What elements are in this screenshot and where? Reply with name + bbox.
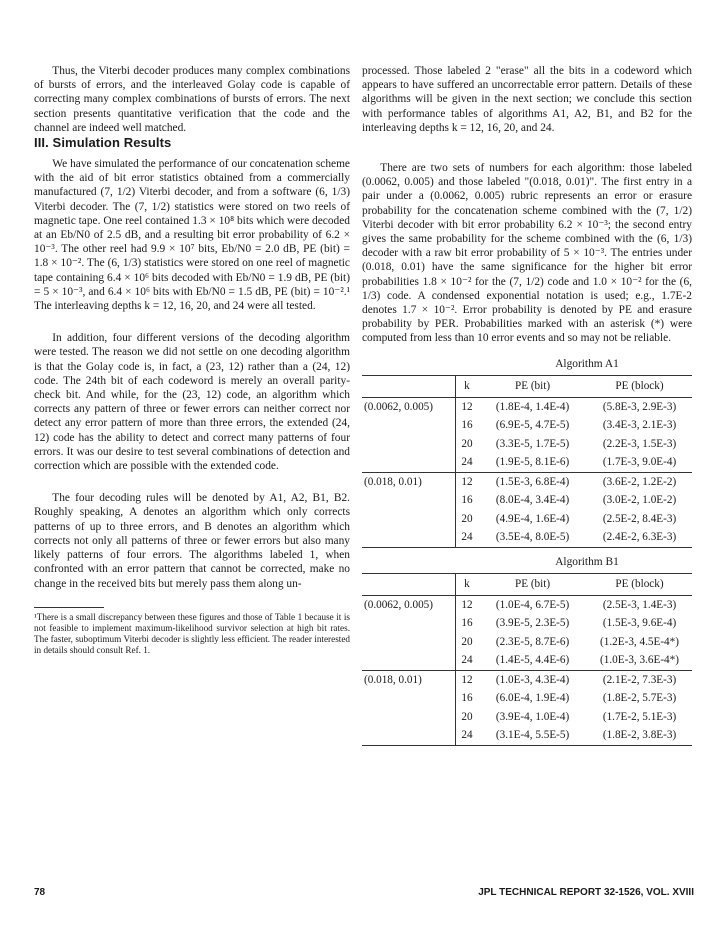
table-row <box>362 708 692 727</box>
table-row <box>362 416 692 435</box>
table-group-label <box>362 708 455 727</box>
table-cell: (2.1E-2, 7.3E-3) <box>587 670 692 689</box>
table-cell: (1.8E-2, 3.8E-3) <box>587 726 692 745</box>
table-cell: (1.0E-3, 4.3E-4) <box>478 670 587 689</box>
footnote-rule <box>34 607 104 608</box>
table-cell: 24 <box>455 651 478 670</box>
table-cell: 20 <box>455 435 478 454</box>
table-row <box>362 670 692 689</box>
table-row <box>362 491 692 510</box>
algorithm-table-title: Algorithm B1 <box>555 555 619 568</box>
table-cell: (2.5E-2, 8.4E-3) <box>602 512 677 525</box>
table-row <box>362 453 692 472</box>
table-header-blank <box>362 573 455 595</box>
right-paragraph-1: processed. Those labeled 2 "erase" all the bits in a codeword which appears to have suffered an uncorrectable error pattern. Details of these algorithms will be given in the next section; we conclude this section with performance tables of algorithms A1, A2, B1, and B2 for the interleaving depths k = 12, 16, 20, and 24. <box>362 65 692 134</box>
table-cell: 16 <box>455 689 478 708</box>
table-cell: (1.0E-3, 3.6E-4*) <box>600 654 679 667</box>
table-group-label <box>362 510 455 529</box>
algorithm-table-block <box>362 556 692 746</box>
footnote: ¹There is a small discrepancy between these figures and those of Table 1 because it is not feasible to implement maximum-likelihood survivor selection at high bit rates. The faster, suboptimum Viterbi decoder is slightly less efficient. The reader interested in details should consult Ref. 1. <box>34 611 350 656</box>
table-cell: (6.9E-5, 4.7E-5) <box>495 419 570 432</box>
table-group-label <box>362 528 455 547</box>
table-row <box>362 435 692 454</box>
table-header-cell: PE (block) <box>587 375 692 397</box>
left-paragraph-3: In addition, four different versions of the decoding algorithm were tested. The reason we did not settle on one decoding algorithm is that the Golay code is, in fact, a (23, 12) rather than a (24, 12) code. The 24th bit of each codeword is merely an overall parity-check bit. And while, for the (23, 12) code, an algorithm which corrects any pattern of three or fewer errors can neither correct nor detect any error pattern of more than three errors, the extended (24, 12) code has the ability to detect and correct many patterns of four errors. It was our desire to test several combinations of detection and correction which are possible with the extended code. <box>34 332 350 473</box>
table-header-cell: PE (bit) <box>478 573 587 595</box>
table-row <box>362 726 692 745</box>
left-column <box>34 64 350 657</box>
table-cell: 24 <box>455 453 478 472</box>
table-row <box>362 510 692 529</box>
algorithm-table <box>362 573 692 746</box>
algorithm-table <box>362 375 692 548</box>
table-cell: (3.9E-4, 1.0E-4) <box>495 710 570 723</box>
section-heading: III. Simulation Results <box>34 135 172 151</box>
table-cell: 24 <box>455 726 478 745</box>
footnote-block <box>34 607 350 657</box>
table-cell: 12 <box>455 595 478 614</box>
table-group-label <box>362 491 455 510</box>
table-cell: (1.7E-3, 9.0E-4) <box>602 456 677 469</box>
left-paragraph-2: We have simulated the performance of our concatenation scheme with the aid of bit error statistics obtained from a commercially manufactured (7, 1/2) Viterbi decoder, and from a software (6, 1/3) Viterbi decoder. The (7, 1/2) statistics were stored on two reels of magnetic tape. One reel contained 1.3 × 10⁸ bits which were decoded at an Eb/N0 of 2.5 dB, and a resulting bit error probability of 6.2 × 10⁻³. The other reel had 9.9 × 10⁷ bits, Eb/N0 = 2.0 dB, PE (bit) = 1.8 × 10⁻². The (6, 1/3) statistics were stored on one reel of magnetic tape containing 6.4 × 10⁶ bits decoded with Eb/N0 = 1.9 dB, PE (bit) = 5 × 10⁻³, and 6.4 × 10⁶ bits with Eb/N0 = 1.5 dB, PE (bit) = 10⁻².¹ The interleaving depths k = 12, 16, 20, and 24 were all tested. <box>34 158 350 313</box>
table-cell: (1.4E-5, 4.4E-6) <box>495 654 570 667</box>
table-cell: (3.1E-4, 5.5E-5) <box>478 726 587 745</box>
table-cell: 20 <box>455 708 478 727</box>
table-header-cell: k <box>455 375 478 397</box>
table-cell: (1.7E-2, 5.1E-3) <box>602 710 677 723</box>
table-cell: (1.5E-3, 9.6E-4) <box>602 617 677 630</box>
table-cell: 16 <box>455 491 478 510</box>
table-row <box>362 528 692 547</box>
table-header-blank <box>362 375 455 397</box>
table-cell: 12 <box>455 472 478 491</box>
table-group-label <box>362 453 455 472</box>
table-row <box>362 472 692 491</box>
table-cell: 20 <box>455 510 478 529</box>
table-group-label <box>362 633 455 652</box>
table-cell: (1.9E-5, 8.1E-6) <box>495 456 570 469</box>
page-number: 78 <box>34 887 46 898</box>
table-cell: (2.5E-3, 1.4E-3) <box>602 598 677 611</box>
table-cell: (3.4E-3, 2.1E-3) <box>602 419 677 432</box>
algorithm-table-block <box>362 358 692 548</box>
table-cell: (1.5E-3, 6.8E-4) <box>478 472 587 491</box>
table-cell: 12 <box>455 670 478 689</box>
table-group-label <box>362 416 455 435</box>
table-cell: 16 <box>455 416 478 435</box>
table-cell: 12 <box>455 397 478 416</box>
table-row <box>362 689 692 708</box>
table-cell: 20 <box>455 633 478 652</box>
table-group-label: (0.018, 0.01) <box>362 670 455 689</box>
table-cell: (3.5E-4, 8.0E-5) <box>478 528 587 547</box>
table-group-label: (0.018, 0.01) <box>362 472 455 491</box>
table-cell: 24 <box>455 528 478 547</box>
table-cell: 16 <box>455 614 478 633</box>
table-cell: (3.9E-5, 2.3E-5) <box>495 617 570 630</box>
table-row <box>362 595 692 614</box>
table-header-cell: k <box>455 573 478 595</box>
table-cell: (8.0E-4, 3.4E-4) <box>495 494 570 507</box>
table-cell: (5.8E-3, 2.9E-3) <box>602 400 677 413</box>
table-cell: (1.2E-3, 4.5E-4*) <box>600 635 679 648</box>
report-title: JPL TECHNICAL REPORT 32-1526, VOL. XVIII <box>478 887 694 898</box>
table-cell: (3.0E-2, 1.0E-2) <box>602 494 677 507</box>
table-cell: (1.8E-4, 1.4E-4) <box>495 400 570 413</box>
table-cell: (2.3E-5, 8.7E-6) <box>495 635 570 648</box>
table-group-label <box>362 689 455 708</box>
table-cell: (2.2E-3, 1.5E-3) <box>602 437 677 450</box>
table-group-label <box>362 614 455 633</box>
table-group-label <box>362 651 455 670</box>
table-cell: (3.3E-5, 1.7E-5) <box>495 437 570 450</box>
table-group-label <box>362 726 455 745</box>
table-cell: (4.9E-4, 1.6E-4) <box>495 512 570 525</box>
table-cell: (1.8E-2, 5.7E-3) <box>602 692 677 705</box>
algorithm-table-title: Algorithm A1 <box>555 357 619 370</box>
left-paragraph-1: Thus, the Viterbi decoder produces many complex combinations of bursts of errors, and the interleaved Golay code is capable of correcting many complex combinations of bursts of errors. The next section presents quantitative verification that the code and the channel are indeed well matched. <box>34 65 350 134</box>
right-paragraph-2: There are two sets of numbers for each algorithm: those labeled (0.0062, 0.005) and those labeled "(0.018, 0.01)". The first entry in a pair under a (0.0062, 0.005) rubric represents an error or erasure probability for the concatenation scheme combined with the (7, 1/2) Viterbi decoder with bit error probability 6.2 × 10⁻³; the second entry gives the same probability for the scheme combined with the (6, 1/3) decoder with a raw bit error probability of 5 × 10⁻³. The entries under (0.018, 0.01) have the same significance for the higher bit error probabilities 1.8 × 10⁻² for the (7, 1/2) code and 1.0 × 10⁻² for the (6, 1/3) code. A condensed exponential notation is used; e.g., 1.7E-2 denotes 1.7 × 10⁻². Error probability is denoted by PE and erasure probability by PER. Probabilities marked with an asterisk (*) were computed from less than 10 error events and so may not be reliable. <box>362 162 692 345</box>
table-header-cell: PE (block) <box>587 573 692 595</box>
algorithm-tables <box>362 358 692 746</box>
left-paragraph-4: The four decoding rules will be denoted by A1, A2, B1, B2. Roughly speaking, A denotes an algorithm which only corrects patterns of up to three errors, and B denotes an algorithm which corrects not only all patterns of three or fewer errors but also many likely patterns of four errors. The algorithms labeled 1, when confronted with an error pattern that cannot be corrected, make no change in the received bits but merely pass them along un- <box>34 492 350 590</box>
table-row <box>362 397 692 416</box>
table-cell: (2.4E-2, 6.3E-3) <box>587 528 692 547</box>
table-group-label: (0.0062, 0.005) <box>364 598 433 611</box>
table-cell: (6.0E-4, 1.9E-4) <box>495 692 570 705</box>
table-group-label: (0.0062, 0.005) <box>364 400 433 413</box>
table-group-label <box>362 435 455 454</box>
table-cell: (1.0E-4, 6.7E-5) <box>495 598 570 611</box>
table-cell: (3.6E-2, 1.2E-2) <box>587 472 692 491</box>
table-row <box>362 614 692 633</box>
right-column <box>362 64 692 746</box>
table-row <box>362 651 692 670</box>
table-row <box>362 633 692 652</box>
table-header-cell: PE (bit) <box>478 375 587 397</box>
